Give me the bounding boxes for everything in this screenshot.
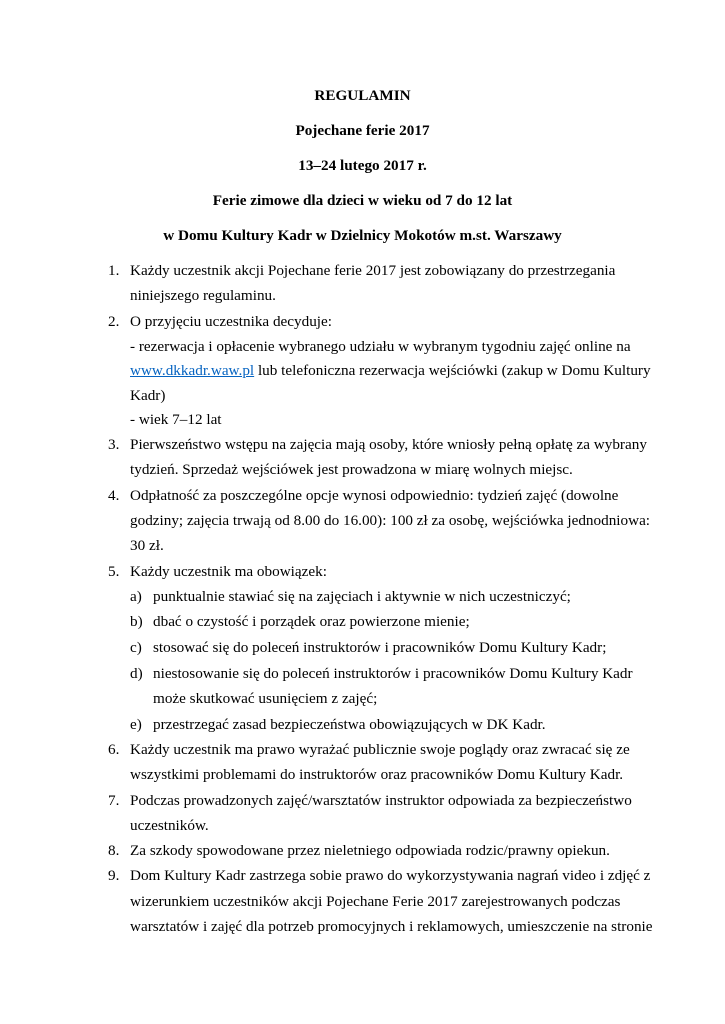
website-link[interactable]: www.dkkadr.waw.pl	[130, 362, 255, 379]
item-3-line-1: Pierwszeństwo wstępu na zajęcia mają osoby, które wniosły pełną opłatę za wybrany	[130, 436, 647, 453]
item-2-line-2: - rezerwacja i opłacenie wybranego udziału w wybranym tygodniu zajęć online na	[130, 338, 631, 355]
item-number: 6.	[108, 741, 120, 758]
item-number: 7.	[108, 792, 120, 809]
subitem-d-line-2: może skutkować usunięciem z zajęć;	[153, 690, 378, 707]
item-number: 4.	[108, 487, 120, 504]
event-venue: w Domu Kultury Kadr w Dzielnicy Mokotów m.st. Warszawy	[163, 227, 562, 244]
subitem-b-text: dbać o czystość i porządek oraz powierzone mienie;	[153, 613, 470, 630]
document-title: REGULAMIN	[314, 87, 411, 104]
item-2-line-5: - wiek 7–12 lat	[130, 411, 222, 428]
item-9-line-1: Dom Kultury Kadr zastrzega sobie prawo do wykorzystywania nagrań video i zdjęć z	[130, 867, 651, 884]
item-6-line-1: Każdy uczestnik ma prawo wyrażać publicznie swoje poglądy oraz zwracać się ze	[130, 741, 630, 758]
item-4-line-2: godziny; zajęcia trwają od 8.00 do 16.00): 100 zł za osobę, wejściówka jednodniowa:	[130, 512, 651, 529]
item-7-line-2: uczestników.	[130, 817, 209, 834]
item-number: 1.	[108, 262, 120, 279]
item-number: 5.	[108, 563, 120, 580]
item-7-line-1: Podczas prowadzonych zajęć/warsztatów instruktor odpowiada za bezpieczeństwo	[130, 792, 632, 809]
event-subtitle: Ferie zimowe dla dzieci w wieku od 7 do 12 lat	[212, 192, 513, 209]
item-2-line-3-text: lub telefoniczna rezerwacja wejściówki (zakup w Domu Kultury	[254, 362, 651, 379]
item-3-line-2: tydzień. Sprzedaż wejściówek jest prowadzona w miarę wolnych miejsc.	[130, 461, 573, 478]
item-4-line-1: Odpłatność za poszczególne opcje wynosi odpowiednio: tydzień zajęć (dowolne	[130, 487, 619, 504]
event-name: Pojechane ferie 2017	[295, 122, 430, 139]
subitem-d-line-1: niestosowanie się do poleceń instruktorów i pracowników Domu Kultury Kadr	[153, 665, 633, 682]
item-9-line-3: warsztatów i zajęć dla potrzeb promocyjnych i reklamowych, umieszczenie na stronie	[130, 918, 653, 935]
item-number: 3.	[108, 436, 120, 453]
item-6-line-2: wszystkimi problemami do instruktorów oraz pracowników Domu Kultury Kadr.	[130, 766, 624, 783]
subitem-c-text: stosować się do poleceń instruktorów i pracowników Domu Kultury Kadr;	[153, 639, 607, 656]
subitem-label: a)	[130, 588, 142, 605]
event-dates: 13–24 lutego 2017 r.	[298, 157, 427, 174]
subitem-e-text: przestrzegać zasad bezpieczeństwa obowiązujących w DK Kadr.	[153, 716, 546, 733]
item-9-line-2: wizerunkiem uczestników akcji Pojechane Ferie 2017 zarejestrowanych podczas	[130, 893, 621, 910]
item-2-line-3	[130, 361, 651, 381]
item-8-line-1: Za szkody spowodowane przez nieletniego odpowiada rodzic/prawny opiekun.	[130, 842, 610, 859]
item-number: 2.	[108, 313, 120, 330]
item-1-line-2: niniejszego regulaminu.	[130, 287, 276, 304]
item-1-line-1: Każdy uczestnik akcji Pojechane ferie 2017 jest zobowiązany do przestrzegania	[130, 262, 616, 279]
subitem-a-text: punktualnie stawiać się na zajęciach i aktywnie w nich uczestniczyć;	[153, 588, 571, 605]
item-2-line-4: Kadr)	[130, 387, 166, 404]
subitem-label: e)	[130, 716, 142, 733]
item-5-line-1: Każdy uczestnik ma obowiązek:	[130, 563, 327, 580]
item-number: 9.	[108, 867, 120, 884]
subitem-label: d)	[130, 665, 143, 682]
subitem-label: b)	[130, 613, 143, 630]
subitem-label: c)	[130, 639, 142, 656]
item-4-line-3: 30 zł.	[130, 537, 164, 554]
item-2-line-1: O przyjęciu uczestnika decyduje:	[130, 313, 332, 330]
item-number: 8.	[108, 842, 120, 859]
